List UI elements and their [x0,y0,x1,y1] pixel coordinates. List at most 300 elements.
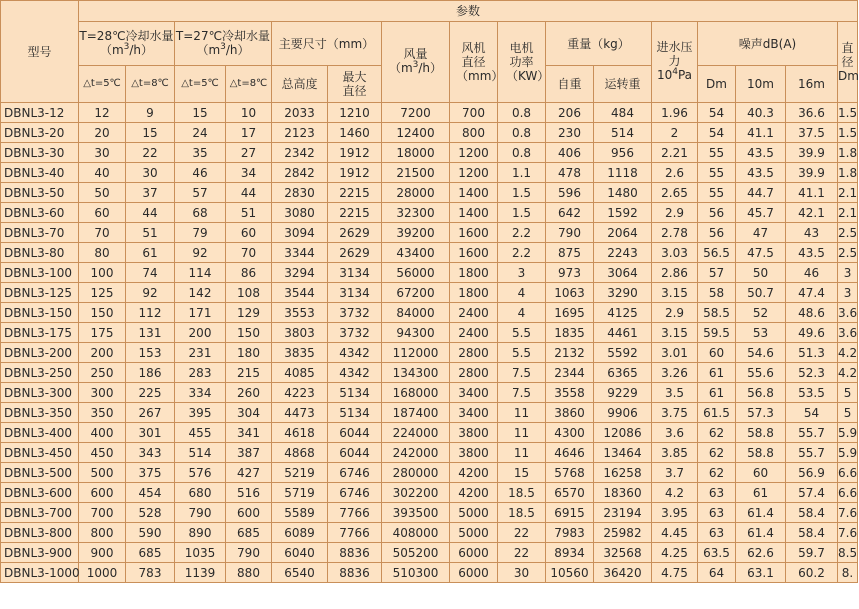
table-cell: 5000 [450,503,498,523]
flow28-dt8-header: △t=8℃ [126,66,175,103]
table-cell: 8836 [328,563,382,583]
table-cell: 3064 [594,263,652,283]
table-cell: 22 [498,523,546,543]
table-cell: 22 [126,143,175,163]
table-cell: 3400 [450,383,498,403]
table-cell: 86 [226,263,272,283]
table-cell: 514 [175,443,226,463]
table-cell: 3.95 [652,503,698,523]
table-cell: 23194 [594,503,652,523]
table-cell: 30 [126,163,175,183]
table-cell: 2215 [328,203,382,223]
table-cell: 10560 [546,563,594,583]
table-cell: 302200 [382,483,450,503]
oper-weight-header: 运转重 [594,66,652,103]
table-row [1,443,858,463]
model-cell: DBNL3-800 [1,523,79,543]
table-cell: 41.1 [736,123,786,143]
table-cell: 18000 [382,143,450,163]
table-cell: 596 [546,183,594,203]
table-cell: 61 [736,483,786,503]
table-cell: 70 [226,243,272,263]
table-cell: 1400 [450,183,498,203]
table-cell: 7766 [328,523,382,543]
table-cell: 890 [175,523,226,543]
table-cell: 15 [175,103,226,123]
table-cell: 56 [698,223,736,243]
table-cell: 2830 [272,183,328,203]
table-cell: 2.5 [838,223,858,243]
table-cell: 2215 [328,183,382,203]
table-cell: 37 [126,183,175,203]
table-row [1,383,858,403]
table-cell: 6000 [450,543,498,563]
table-cell: 3.15 [652,323,698,343]
model-cell: DBNL3-30 [1,143,79,163]
table-cell: 114 [175,263,226,283]
table-cell: 58.5 [698,303,736,323]
table-cell: 3.6 [838,323,858,343]
table-cell: 11 [498,403,546,423]
table-cell: 187400 [382,403,450,423]
table-cell: 56.8 [736,383,786,403]
table-cell: 49.6 [786,323,838,343]
table-cell: 2.86 [652,263,698,283]
table-cell: 112 [126,303,175,323]
table-cell: 1695 [546,303,594,323]
table-cell: 68 [175,203,226,223]
table-cell: 2.9 [652,203,698,223]
table-cell: 5.9 [838,423,858,443]
table-cell: 4342 [328,343,382,363]
table-cell: 5 [838,383,858,403]
table-cell: 350 [79,403,126,423]
table-cell: 16258 [594,463,652,483]
model-cell: DBNL3-700 [1,503,79,523]
table-cell: 129 [226,303,272,323]
table-cell: 12400 [382,123,450,143]
table-cell: 406 [546,143,594,163]
table-row [1,123,858,143]
table-cell: 1800 [450,283,498,303]
table-cell: 224000 [382,423,450,443]
table-cell: 61 [126,243,175,263]
model-cell: DBNL3-80 [1,243,79,263]
table-cell: 215 [226,363,272,383]
table-cell: 1460 [328,123,382,143]
table-cell: 1.5 [498,183,546,203]
table-cell: 3553 [272,303,328,323]
table-cell: 21500 [382,163,450,183]
table-cell: 7200 [382,103,450,123]
table-cell: 61.4 [736,503,786,523]
table-cell: 63.1 [736,563,786,583]
table-cell: 395 [175,403,226,423]
table-cell: 1139 [175,563,226,583]
table-cell: 2.1 [838,203,858,223]
table-cell: 4 [498,303,546,323]
table-cell: 3290 [594,283,652,303]
flow28-dt5-header: △t=5℃ [79,66,126,103]
table-cell: 7766 [328,503,382,523]
dia-end-header: 直径Dm [838,22,858,103]
table-cell: 168000 [382,383,450,403]
table-cell: 875 [546,243,594,263]
table-cell: 61.5 [698,403,736,423]
table-cell: 13464 [594,443,652,463]
table-cell: 56000 [382,263,450,283]
flow28-header: T=28℃冷却水量 $(m^3/h)$ [79,22,175,66]
table-cell: 39.9 [786,143,838,163]
table-cell: 4461 [594,323,652,343]
table-cell: 171 [175,303,226,323]
table-cell: 1592 [594,203,652,223]
table-cell: 4.75 [652,563,698,583]
table-cell: 30 [79,143,126,163]
table-row [1,283,858,303]
table-row [1,403,858,423]
table-cell: 7.6 [838,523,858,543]
table-cell: 231 [175,343,226,363]
model-cell: DBNL3-60 [1,203,79,223]
table-row [1,243,858,263]
model-cell: DBNL3-12 [1,103,79,123]
table-row [1,223,858,243]
table-cell: 6040 [272,543,328,563]
table-cell: 64 [698,563,736,583]
table-cell: 62 [698,443,736,463]
table-cell: 4300 [546,423,594,443]
table-cell: 642 [546,203,594,223]
table-cell: 1200 [450,143,498,163]
model-cell: DBNL3-200 [1,343,79,363]
table-cell: 9906 [594,403,652,423]
table-cell: 52.3 [786,363,838,383]
table-cell: 590 [126,523,175,543]
table-cell: 44 [226,183,272,203]
table-cell: 18.5 [498,503,546,523]
table-cell: 790 [226,543,272,563]
table-cell: 59.5 [698,323,736,343]
table-cell: 393500 [382,503,450,523]
table-cell: 4.25 [652,543,698,563]
model-cell: DBNL3-125 [1,283,79,303]
table-cell: 685 [226,523,272,543]
table-cell: 12086 [594,423,652,443]
table-cell: 3.85 [652,443,698,463]
model-cell: DBNL3-900 [1,543,79,563]
table-body [1,103,858,583]
table-cell: 63 [698,523,736,543]
table-cell: 6570 [546,483,594,503]
table-cell: 35 [175,143,226,163]
table-cell: 2 [652,123,698,143]
height-header: 总高度 [272,66,328,103]
table-cell: 510300 [382,563,450,583]
table-cell: 3.7 [652,463,698,483]
table-cell: 528 [126,503,175,523]
table-cell: 63 [698,483,736,503]
table-cell: 7983 [546,523,594,543]
table-cell: 250 [79,363,126,383]
table-cell: 5000 [450,523,498,543]
table-cell: 54 [698,123,736,143]
table-cell: 280000 [382,463,450,483]
table-cell: 52 [736,303,786,323]
table-cell: 790 [175,503,226,523]
table-cell: 4646 [546,443,594,463]
table-cell: 700 [79,503,126,523]
table-cell: 514 [594,123,652,143]
table-row [1,463,858,483]
dims-header: 主要尺寸（mm） [272,22,382,66]
table-cell: 1.8 [838,143,858,163]
table-cell: 1.5 [838,123,858,143]
table-cell: 44.7 [736,183,786,203]
table-cell: 4.2 [838,363,858,383]
table-cell: 505200 [382,543,450,563]
table-cell: 18360 [594,483,652,503]
table-cell: 2.5 [838,243,858,263]
table-cell: 44 [126,203,175,223]
table-cell: 5134 [328,403,382,423]
table-cell: 800 [450,123,498,143]
table-cell: 685 [126,543,175,563]
table-cell: 5768 [546,463,594,483]
table-cell: 112000 [382,343,450,363]
table-cell: 2.2 [498,223,546,243]
model-cell: DBNL3-40 [1,163,79,183]
table-cell: 1480 [594,183,652,203]
noise-16m-header: 16m [786,66,838,103]
table-cell: 42.1 [786,203,838,223]
pressure-header: 进水压力 $10^4Pa$ [652,22,698,103]
table-cell: 4125 [594,303,652,323]
model-header: 型号 [1,1,79,103]
table-cell: 4342 [328,363,382,383]
table-row [1,503,858,523]
table-cell: 2.2 [498,243,546,263]
table-cell: 4223 [272,383,328,403]
table-cell: 2.6 [652,163,698,183]
table-cell: 3.75 [652,403,698,423]
table-cell: 1912 [328,143,382,163]
table-cell: 484 [594,103,652,123]
table-cell: 4868 [272,443,328,463]
table-row [1,343,858,363]
noise-10m-header: 10m [736,66,786,103]
table-cell: 43.5 [786,243,838,263]
table-cell: 4473 [272,403,328,423]
table-cell: 7.5 [498,363,546,383]
table-cell: 150 [226,323,272,343]
table-cell: 11 [498,443,546,463]
model-cell: DBNL3-400 [1,423,79,443]
table-cell: 32568 [594,543,652,563]
table-cell: 55.7 [786,443,838,463]
table-cell: 51.3 [786,343,838,363]
table-cell: 53.5 [786,383,838,403]
table-cell: 6746 [328,483,382,503]
table-cell: 4.2 [652,483,698,503]
table-cell: 956 [594,143,652,163]
table-cell: 900 [79,543,126,563]
table-cell: 53 [736,323,786,343]
table-cell: 58.8 [736,443,786,463]
table-cell: 790 [546,223,594,243]
air-flow-header: 风量 $(m^3/h)$ [382,22,450,103]
table-cell: 74 [126,263,175,283]
table-cell: 27 [226,143,272,163]
table-cell: 58 [698,283,736,303]
table-cell: 2.78 [652,223,698,243]
table-cell: 22 [498,543,546,563]
table-row [1,483,858,503]
table-cell: 10 [226,103,272,123]
table-cell: 24 [175,123,226,143]
table-cell: 225 [126,383,175,403]
table-cell: 5219 [272,463,328,483]
table-cell: 59.7 [786,543,838,563]
table-cell: 1000 [79,563,126,583]
table-cell: 3.6 [652,423,698,443]
table-cell: 57 [698,263,736,283]
table-cell: 2033 [272,103,328,123]
table-cell: 46 [175,163,226,183]
table-cell: 5589 [272,503,328,523]
table-cell: 3134 [328,283,382,303]
table-cell: 267 [126,403,175,423]
table-cell: 450 [79,443,126,463]
table-cell: 2132 [546,343,594,363]
table-cell: 6365 [594,363,652,383]
flow27-dt5-header: △t=5℃ [175,66,226,103]
model-cell: DBNL3-70 [1,223,79,243]
table-cell: 79 [175,223,226,243]
table-row [1,183,858,203]
table-row [1,203,858,223]
table-cell: 600 [79,483,126,503]
table-cell: 5592 [594,343,652,363]
noise-header: 噪声dB(A) [698,22,838,66]
table-cell: 0.8 [498,143,546,163]
table-cell: 783 [126,563,175,583]
table-cell: 680 [175,483,226,503]
table-cell: 61 [698,383,736,403]
table-cell: 341 [226,423,272,443]
table-cell: 45.7 [736,203,786,223]
table-cell: 6746 [328,463,382,483]
table-cell: 0.8 [498,103,546,123]
table-cell: 30 [498,563,546,583]
table-cell: 50 [79,183,126,203]
table-cell: 50 [736,263,786,283]
table-cell: 600 [226,503,272,523]
table-cell: 60 [736,463,786,483]
table-cell: 32300 [382,203,450,223]
motor-header: 电机功率（KW） [498,22,546,103]
table-cell: 1600 [450,223,498,243]
table-cell: 3080 [272,203,328,223]
flow27-header: T=27℃冷却水量 $(m^3/h)$ [175,22,272,66]
table-row [1,423,858,443]
table-cell: 3.03 [652,243,698,263]
table-row [1,363,858,383]
table-cell: 3732 [328,323,382,343]
table-cell: 58.4 [786,503,838,523]
table-cell: 8836 [328,543,382,563]
table-row [1,263,858,283]
table-cell: 973 [546,263,594,283]
table-cell: 4618 [272,423,328,443]
table-cell: 63.5 [698,543,736,563]
table-cell: 48.6 [786,303,838,323]
table-cell: 56 [698,203,736,223]
table-cell: 2064 [594,223,652,243]
table-cell: 1400 [450,203,498,223]
table-cell: 39.9 [786,163,838,183]
table-cell: 1063 [546,283,594,303]
table-cell: 427 [226,463,272,483]
table-cell: 180 [226,343,272,363]
table-row [1,543,858,563]
table-cell: 1835 [546,323,594,343]
table-cell: 1912 [328,163,382,183]
table-cell: 1600 [450,243,498,263]
table-cell: 40 [79,163,126,183]
table-cell: 387 [226,443,272,463]
table-cell: 34 [226,163,272,183]
table-cell: 70 [79,223,126,243]
table-cell: 60.2 [786,563,838,583]
table-cell: 2629 [328,243,382,263]
table-cell: 186 [126,363,175,383]
table-cell: 260 [226,383,272,403]
table-cell: 131 [126,323,175,343]
table-cell: 7.6 [838,503,858,523]
table-cell: 8.5 [838,543,858,563]
table-cell: 9229 [594,383,652,403]
table-cell: 3294 [272,263,328,283]
table-cell: 134300 [382,363,450,383]
dry-weight-header: 自重 [546,66,594,103]
table-cell: 2400 [450,323,498,343]
table-cell: 15 [498,463,546,483]
table-cell: 92 [175,243,226,263]
table-cell: 55 [698,183,736,203]
table-cell: 2.1 [838,183,858,203]
table-cell: 61 [698,363,736,383]
table-cell: 304 [226,403,272,423]
model-cell: DBNL3-50 [1,183,79,203]
table-cell: 3860 [546,403,594,423]
table-cell: 54.6 [736,343,786,363]
table-cell: 11 [498,423,546,443]
table-cell: 3800 [450,423,498,443]
table-cell: 3803 [272,323,328,343]
table-cell: 60 [79,203,126,223]
table-cell: 51 [226,203,272,223]
model-cell: DBNL3-150 [1,303,79,323]
table-cell: 1.5 [838,103,858,123]
table-cell: 283 [175,363,226,383]
table-cell: 62.6 [736,543,786,563]
table-cell: 43400 [382,243,450,263]
table-cell: 1.8 [838,163,858,183]
table-cell: 1.1 [498,163,546,183]
table-row [1,563,858,583]
table-cell: 58.4 [786,523,838,543]
